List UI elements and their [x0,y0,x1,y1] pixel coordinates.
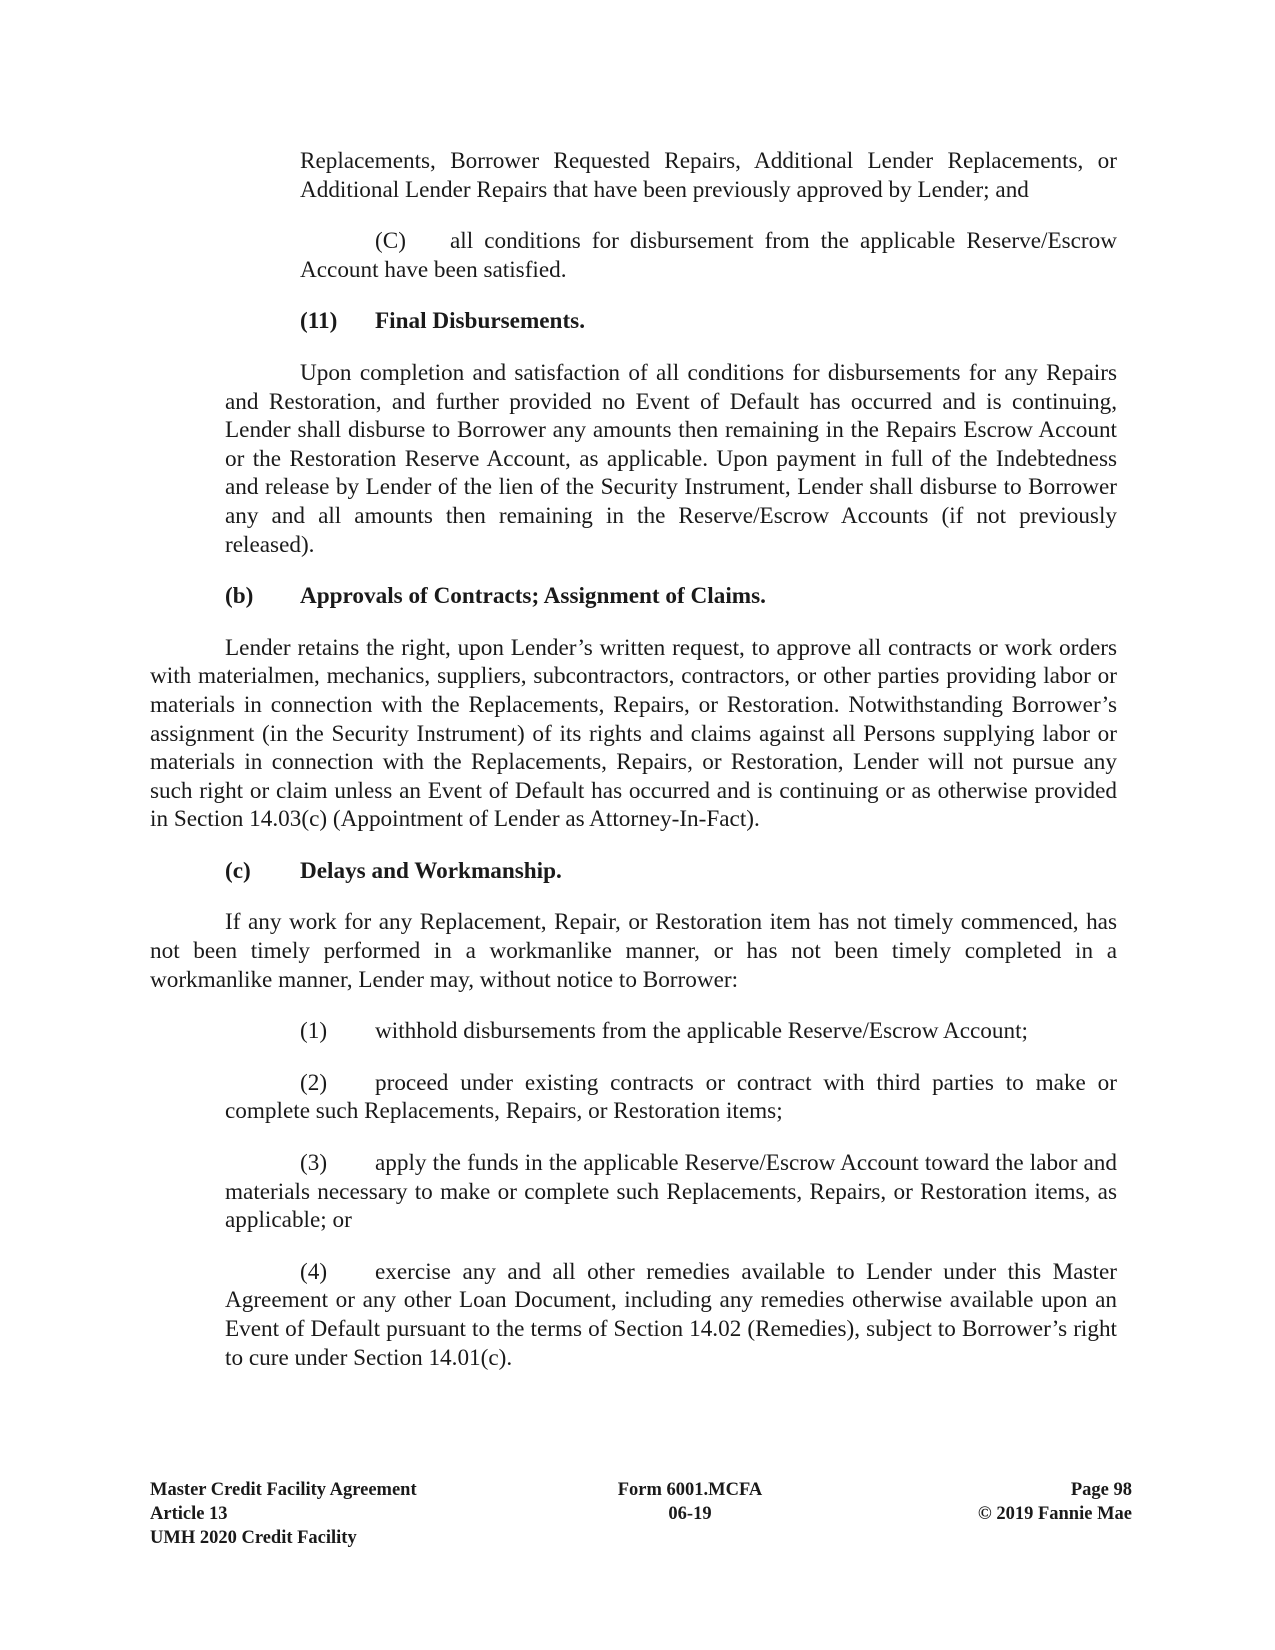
heading-title: Delays and Workmanship. [300,857,562,884]
list-number: (2) [300,1069,328,1096]
list-number: (C) [375,228,406,255]
list-number: (3) [300,1150,328,1177]
section-heading-b [225,582,1117,611]
document-body [150,147,1117,1395]
list-number: (1) [300,1018,328,1045]
paragraph-continued-list-item: Replacements, Borrower Requested Repairs, Additional Lender Replacements, or Additional Lender Repairs that have been previously approved by Lender; and [300,148,1117,203]
heading-title: Final Disbursements. [375,308,585,335]
heading-title: Approvals of Contracts; Assignment of Claims. [300,583,766,610]
heading-number: (b) [225,583,254,610]
section-heading-c [225,857,1117,886]
section-heading-11 [300,307,1117,336]
footer-form-number: Form 6001.MCFA [617,1480,763,1500]
paragraph-final-disbursements: Upon completion and satisfaction of all conditions for disbursements for any Repairs and Restoration, and further provided no Event of Default has occurred and is continuing, Lender shall disburse to Borrower any amounts then remaining in the Repairs Escrow Account or the Restoration Reserve Account, as applicable. Upon payment in full of the Indebtedness and release by Lender of the lien of the Security Instrument, Lender shall disburse to Borrower any and all amounts then remaining in the Reserve/Escrow Accounts (if not previously released). [225,359,1117,558]
list-item-text: apply the funds in the applicable Reserve/Escrow Account toward the labor and materials necessary to make or complete such Replacements, Repairs, or Restoration items, as applicable; or [225,1150,1117,1234]
list-number: (4) [300,1258,328,1285]
list-item-text: exercise any and all other remedies available to Lender under this Master Agreement or any other Loan Document, including any remedies otherwise available upon an Event of Default pursuant to the terms of Section 14.02 (Remedies), subject to Borrower’s right to cure under Section 14.01(c). [225,1258,1117,1371]
footer-facility-name: UMH 2020 Credit Facility [150,1528,357,1548]
list-item-2 [225,1069,1117,1126]
list-item-3 [225,1149,1117,1235]
footer-form-date: 06-19 [668,1504,712,1524]
footer-page-number: Page 98 [1070,1480,1132,1500]
list-item-4 [225,1258,1117,1372]
list-item-c [300,227,1117,284]
list-item-text: all conditions for disbursement from the applicable Reserve/Escrow Account have been satisfied. [300,228,1117,283]
paragraph-approvals-of-contracts: Lender retains the right, upon Lender’s written request, to approve all contracts or work orders with materialmen, mechanics, suppliers, subcontractors, contractors, or other parties providing labor or materials in connection with the Replacements, Repairs, or Restoration. Notwithstanding Borrower’s assignment (in the Security Instrument) of its rights and claims against all Persons supplying labor or materials in connection with the Replacements, Repairs, or Restoration, Lender will not pursue any such right or claim unless an Event of Default has occurred and is continuing or as otherwise provided in Section 14.03(c) (Appointment of Lender as Attorney-In-Fact). [150,634,1117,833]
footer-right [978,1478,1132,1526]
paragraph-delays-and-workmanship: If any work for any Replacement, Repair, or Restoration item has not timely commenced, has not been timely performed in a workmanlike manner, or has not been timely completed in a workmanlike manner, Lender may, without notice to Borrower: [150,909,1117,993]
footer-article: Article 13 [150,1504,228,1524]
list-item-1 [225,1017,1117,1046]
heading-number: (11) [300,308,338,335]
list-item-text: withhold disbursements from the applicable Reserve/Escrow Account; [375,1018,1028,1045]
footer-copyright: © 2019 Fannie Mae [977,1504,1132,1524]
heading-number: (c) [225,857,251,884]
list-item-text: proceed under existing contracts or contract with third parties to make or complete such Replacements, Repairs, or Restoration items; [225,1069,1117,1125]
footer-center [600,1478,780,1526]
footer-left [150,1478,417,1550]
footer-document-title: Master Credit Facility Agreement [150,1480,417,1500]
